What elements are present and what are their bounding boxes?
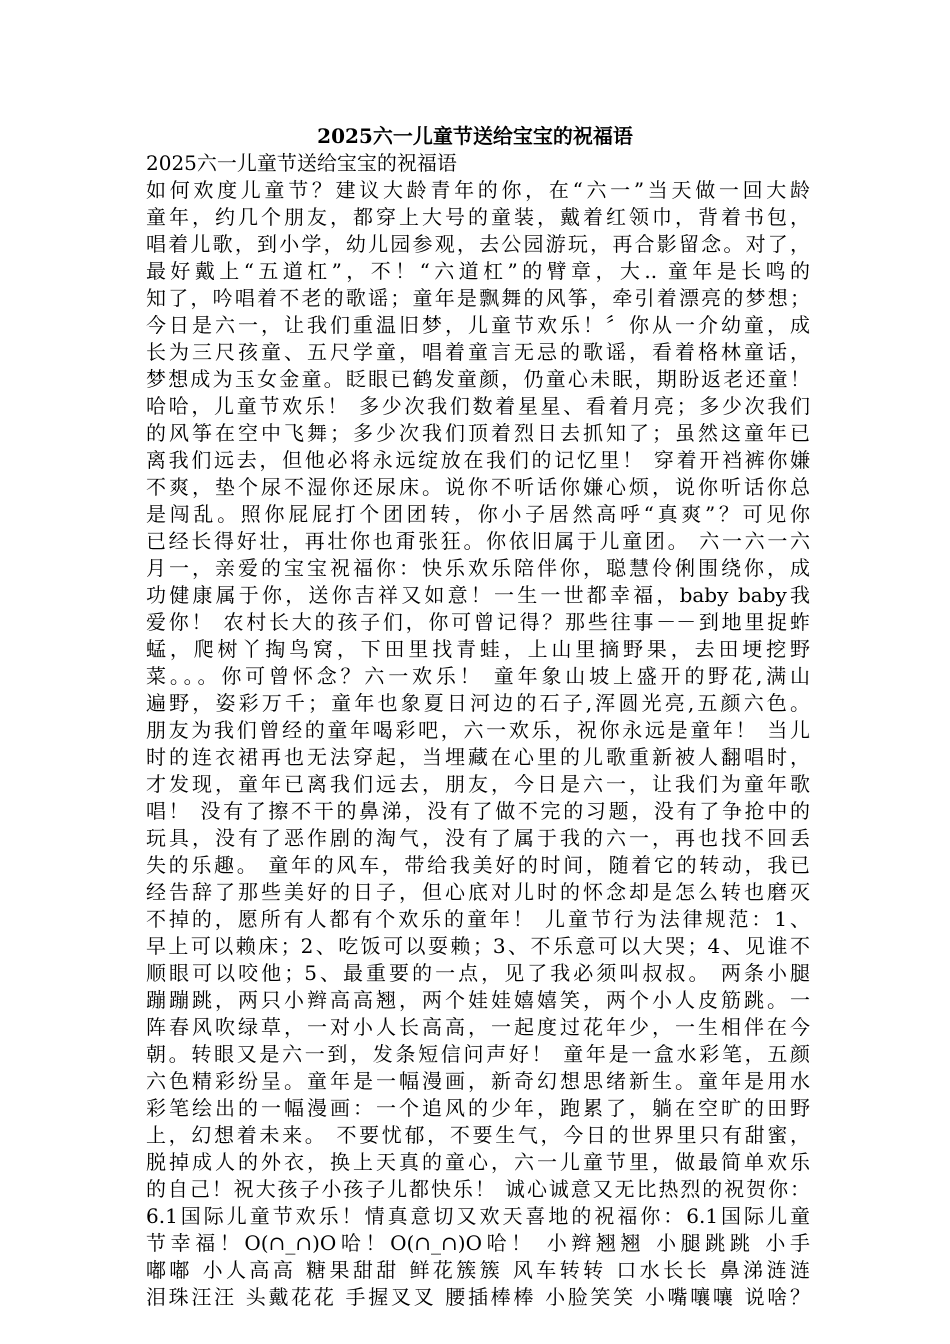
text-line: 哈哈，儿童节欢乐！ 多少次我们数着星星、看着月亮；多少次我们: [146, 394, 810, 418]
text-line: 六色精彩纷呈。童年是一幅漫画，新奇幻想思绪新生。童年是用水: [146, 1069, 810, 1093]
text-line: 失的乐趣。 童年的风车，带给我美好的时间，随着它的转动，我已: [146, 853, 810, 877]
text-line: 爱你！ 农村长大的孩子们，你可曾记得？那些往事－－到地里捉蚱: [146, 610, 810, 634]
text-line: 菜。。。你可曾怀念？六一欢乐！ 童年象山坡上盛开的野花,满山: [146, 664, 810, 688]
text-line: 最好戴上“五道杠”，不！“六道杠”的臂章，大.. 童年是长鸣的: [146, 259, 810, 283]
text-line: 泪珠汪汪 头戴花花 手握叉叉 腰插棒棒 小脸笑笑 小嘴嚷嚷 说啥？: [146, 1285, 810, 1309]
text-line: 脱掉成人的外衣，换上天真的童心，六一儿童节里，做最简单欢乐: [146, 1150, 810, 1174]
text-line: 遍野，姿彩万千；童年也象夏日河边的石子,浑圆光亮,五颜六色。: [146, 691, 810, 715]
text-line: 梦想成为玉女金童。眨眼已鹤发童颜，仍童心未眠，期盼返老还童！: [146, 367, 810, 391]
text-line: 不掉的，愿所有人都有个欢乐的童年！ 儿童节行为法律规范：1、: [146, 907, 810, 931]
text-line: 的自己！祝大孩子小孩子儿都快乐！ 诚心诚意又无比热烈的祝贺你：: [146, 1177, 810, 1201]
text-line: 节幸福！O(∩_∩)O哈！O(∩_∩)O哈！ 小辫翘翘 小腿跳跳 小手: [146, 1231, 810, 1255]
text-line: 长为三尺孩童、五尺学童，唱着童言无忌的歌谣，看着格林童话，: [146, 340, 810, 364]
document-subtitle: 2025六一儿童节送给宝宝的祝福语: [146, 151, 457, 175]
document-title: 2025六一儿童节送给宝宝的祝福语: [317, 124, 633, 148]
text-line: 上，幻想着未来。 不要忧郁，不要生气，今日的世界里只有甜蜜，: [146, 1123, 810, 1147]
text-line: 蜢，爬树丫掏鸟窝，下田里找青蛙，上山里摘野果，去田埂挖野: [146, 637, 810, 661]
text-line: 今日是六一，让我们重温旧梦，儿童节欢乐！〞你从一介幼童，成: [146, 313, 810, 337]
text-line: 知了，吟唱着不老的歌谣；童年是飘舞的风筝，牵引着漂亮的梦想；: [146, 286, 810, 310]
text-line: 时的连衣裙再也无法穿起，当埋藏在心里的儿歌重新被人翻唱时，: [146, 745, 810, 769]
text-line: 唱着儿歌，到小学，幼儿园参观，去公园游玩，再合影留念。对了，: [146, 232, 810, 256]
text-line: 月一，亲爱的宝宝祝福你：快乐欢乐陪伴你，聪慧伶俐围绕你，成: [146, 556, 810, 580]
text-line: 阵春风吹绿草，一对小人长高高，一起度过花年少，一生相伴在今: [146, 1015, 810, 1039]
text-line: 唱！ 没有了擦不干的鼻涕，没有了做不完的习题，没有了争抢中的: [146, 799, 810, 823]
text-line: 6.1国际儿童节欢乐！情真意切又欢天喜地的祝福你：6.1国际儿童: [146, 1204, 810, 1228]
text-line: 彩笔绘出的一幅漫画：一个追风的少年，跑累了，躺在空旷的田野: [146, 1096, 810, 1120]
document-body: [146, 150, 810, 1311]
text-line: 玩具，没有了恶作剧的淘气，没有了属于我的六一，再也找不回丢: [146, 826, 810, 850]
text-line: 经告辞了那些美好的日子，但心底对儿时的怀念却是怎么转也磨灭: [146, 880, 810, 904]
text-line: 朋友为我们曾经的童年喝彩吧，六一欢乐，祝你永远是童年！ 当儿: [146, 718, 810, 742]
text-line: 如何欢度儿童节？建议大龄青年的你，在“六一”当天做一回大龄: [146, 178, 810, 202]
text-line: 是闯乱。照你屁屁打个团团转，你小子居然高呼“真爽”？可见你: [146, 502, 810, 526]
text-line: 功健康属于你，送你吉祥又如意！一生一世都幸福，baby baby我: [146, 583, 810, 607]
text-line: 童年，约几个朋友，都穿上大号的童装，戴着红领巾，背着书包，: [146, 205, 810, 229]
text-line: 顺眼可以咬他；5、最重要的一点，见了我必须叫叔叔。 两条小腿: [146, 961, 810, 985]
text-line: 不爽，垫个尿不湿你还尿床。说你不听话你嫌心烦，说你听话你总: [146, 475, 810, 499]
text-line: 已经长得好壮，再壮你也甭张狂。你依旧属于儿童团。 六一六一六: [146, 529, 810, 553]
text-line: 的风筝在空中飞舞；多少次我们顶着烈日去抓知了；虽然这童年已: [146, 421, 810, 445]
text-line: 才发现，童年已离我们远去，朋友，今日是六一，让我们为童年歌: [146, 772, 810, 796]
text-line: 朝。转眼又是六一到，发条短信问声好！ 童年是一盒水彩笔，五颜: [146, 1042, 810, 1066]
text-line: 离我们远去，但他必将永远绽放在我们的记忆里！ 穿着开裆裤你嫌: [146, 448, 810, 472]
text-line: 早上可以赖床；2、吃饭可以耍赖；3、不乐意可以大哭；4、见谁不: [146, 934, 810, 958]
text-line: 蹦蹦跳，两只小辫高高翘，两个娃娃嬉嬉笑，两个小人皮筋跳。一: [146, 988, 810, 1012]
text-line: 嘟嘟 小人高高 糖果甜甜 鲜花簇簇 风车转转 口水长长 鼻涕涟涟: [146, 1258, 810, 1282]
